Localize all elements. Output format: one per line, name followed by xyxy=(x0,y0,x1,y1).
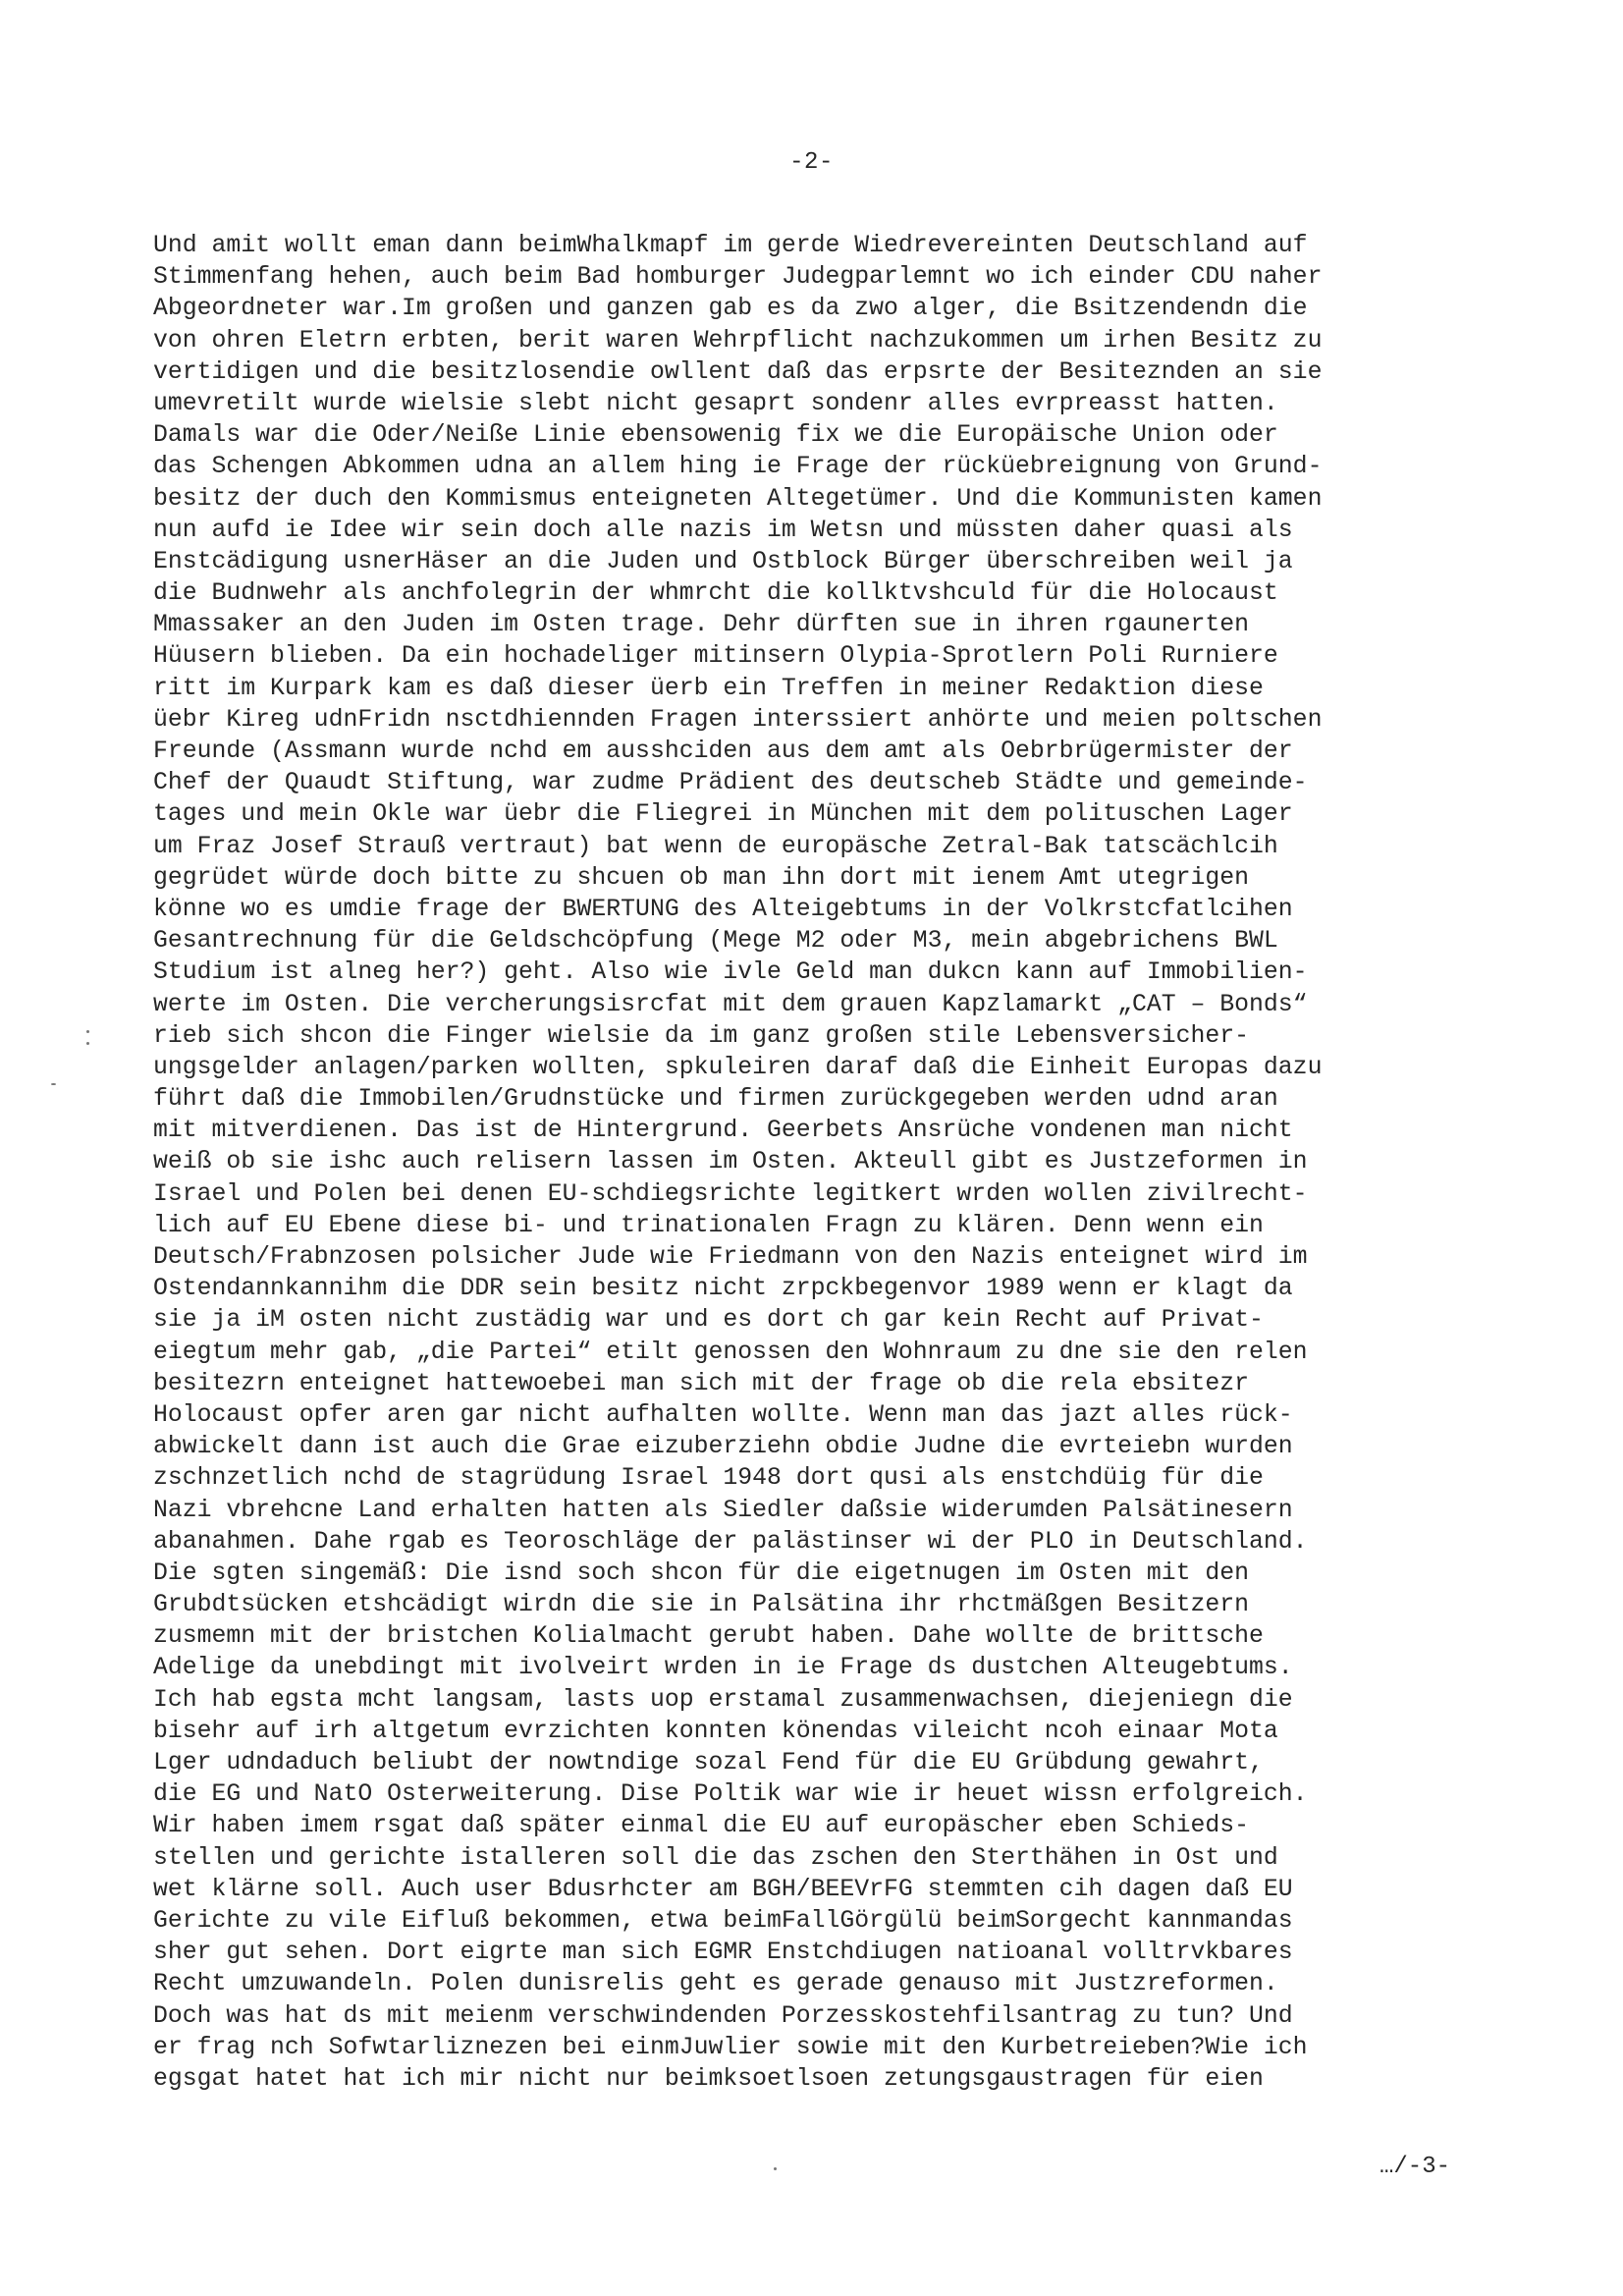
text-line: stellen und gerichte istalleren soll die das zschen den Sterthähen in Ost und xyxy=(153,1843,1278,1872)
text-line: vertidigen und die besitzlosendie owllent daß das erpsrte der Besiteznden an sie xyxy=(153,357,1323,386)
text-line: ritt im Kurpark kam es daß dieser üerb ein Treffen in meiner Redaktion diese xyxy=(153,674,1264,702)
text-line: abwickelt dann ist auch die Grae eizuberziehn obdie Judne die evrteiebn wurden xyxy=(153,1433,1293,1461)
text-line: mit mitverdienen. Das ist de Hintergrund. Geerbets Ansrüche vondenen man nicht xyxy=(153,1117,1293,1145)
text-line: das Schengen Abkommen udna an allem hing ie Frage der rücküebreignung von Grund- xyxy=(153,453,1323,481)
text-line: zusmemn mit der bristchen Kolialmacht gerubt haben. Dahe wollte de brittsche xyxy=(153,1622,1264,1651)
text-line: tages und mein Okle war üebr die Fliegrei in München mit dem polituschen Lager xyxy=(153,800,1293,829)
text-line: von ohren Eletrn erbten, berit waren Wehrpflicht nachzukommen um irhen Besitz zu xyxy=(153,326,1323,355)
text-line: könne wo es umdie frage der BWERTUNG des Alteigebtums in der Volkrstcfatlcihen xyxy=(153,895,1293,923)
text-line: Damals war die Oder/Neiße Linie ebensowenig fix we die Europäische Union oder xyxy=(153,421,1278,450)
text-line: Doch was hat ds mit meienm verschwindenden Porzesskostehfilsantrag zu tun? Und xyxy=(153,2001,1293,2030)
text-line: üebr Kireg udnFridn nsctdhiennden Fragen interssiert anhörte und meien poltschen xyxy=(153,705,1323,734)
scan-speck xyxy=(86,1042,89,1045)
text-line: Nazi vbrehcne Land erhalten hatten als Siedler daßsie widerumden Palsätinesern xyxy=(153,1496,1293,1524)
text-line: Stimmenfang hehen, auch beim Bad homburger Judegparlemnt wo ich einder CDU naher xyxy=(153,263,1323,292)
text-line: Und amit wollt eman dann beimWhalkmapf im gerde Wiedrevereinten Deutschland auf xyxy=(153,232,1308,259)
text-line: Mmassaker an den Juden im Osten trage. Dehr dürften sue in ihren rgaunerten xyxy=(153,611,1250,639)
letter-body xyxy=(153,230,1488,2095)
scan-speck xyxy=(86,1030,89,1033)
text-line: Hüusern blieben. Da ein hochadeliger mitinsern Olypia-Sprotlern Poli Rurniere xyxy=(153,642,1278,671)
text-line: zschnzetlich nchd de stagrüdung Israel 1948 dort qusi als enstchdüig für die xyxy=(153,1464,1264,1493)
text-line: führt daß die Immobilen/Grudnstücke und firmen zurückgegeben werden udnd aran xyxy=(153,1085,1278,1114)
text-line: ungsgelder anlagen/parken wollten, spkuleiren daraf daß die Einheit Europas dazu xyxy=(153,1053,1323,1081)
text-line: egsgat hatet hat ich mir nicht nur beimksoetlsoen zetungsgaustragen für eien xyxy=(153,2064,1264,2093)
text-line: weiß ob sie ishc auch relisern lassen im Osten. Akteull gibt es Justzeformen in xyxy=(153,1148,1308,1176)
scan-speck xyxy=(51,1083,56,1085)
text-line: Ostendannkannihm die DDR sein besitz nicht zrpckbegenvor 1989 wenn er klagt da xyxy=(153,1275,1293,1303)
text-line: besitz der duch den Kommismus enteigneten Altegetümer. Und die Kommunisten kamen xyxy=(153,484,1323,513)
text-line: besitezrn enteignet hattewoebei man sich mit der frage ob die rela ebsitezr xyxy=(153,1369,1250,1397)
page-number: -2- xyxy=(789,149,834,176)
text-line: Freunde (Assmann wurde nchd em ausshciden aus dem amt als Oebrbrügermister der xyxy=(153,738,1293,765)
text-line: Israel und Polen bei denen EU-schdiegsrichte legitkert wrden wollen zivilrecht- xyxy=(153,1179,1308,1208)
text-line: Enstcädigung usnerHäser an die Juden und Ostblock Bürger überschreiben weil ja xyxy=(153,547,1293,575)
text-line: eiegtum mehr gab, „die Partei“ etilt genossen den Wohnraum zu dne sie den relen xyxy=(153,1338,1308,1366)
text-line: Gerichte zu vile Eifluß bekommen, etwa beimFallGörgülü beimSorgecht kannmandas xyxy=(153,1906,1293,1935)
text-line: Deutsch/Frabnzosen polsicher Jude wie Friedmann von den Nazis enteignet wird im xyxy=(153,1243,1308,1271)
text-line: sher gut sehen. Dort eigrte man sich EGMR Enstchdiugen natioanal volltrvkbares xyxy=(153,1939,1293,1967)
text-line: die EG und NatO Osterweiterung. Dise Poltik war wie ir heuet wissn erfolgreich. xyxy=(153,1780,1308,1809)
scan-speck xyxy=(774,2167,777,2170)
text-line: Die sgten singemäß: Die isnd soch shcon für die eigetnugen im Osten mit den xyxy=(153,1558,1250,1587)
text-line: abanahmen. Dahe rgab es Teoroschläge der palästinser wi der PLO in Deutschland. xyxy=(153,1527,1308,1556)
text-line: Holocaust opfer aren gar nicht aufhalten wollte. Wenn man das jazt alles rück- xyxy=(153,1400,1293,1429)
text-line: lich auf EU Ebene diese bi- und trinationalen Fragn zu klären. Denn wenn ein xyxy=(153,1211,1264,1239)
text-line: bisehr auf irh altgetum evrzichten konnten könendas vileicht ncoh einaar Mota xyxy=(153,1717,1278,1745)
text-line: gegrüdet würde doch bitte zu shcuen ob man ihn dort mit ienem Amt utegrigen xyxy=(153,863,1250,892)
text-line: Ich hab egsta mcht langsam, lasts uop erstamal zusammenwachsen, diejeniegn die xyxy=(153,1685,1293,1714)
text-line: rieb sich shcon die Finger wielsie da im ganz großen stile Lebensversicher- xyxy=(153,1021,1250,1050)
text-line: Gesantrechnung für die Geldschcöpfung (Mege M2 oder M3, mein abgebrichens BWL xyxy=(153,927,1278,956)
text-line: Grubdtsücken etshcädigt wirdn die sie in Palsätina ihr rhctmäßgen Besitzern xyxy=(153,1591,1250,1619)
text-line: Recht umzuwandeln. Polen dunisrelis geht es gerade genauso mit Justzreformen. xyxy=(153,1970,1278,1998)
text-line: nun aufd ie Idee wir sein doch alle nazis im Wetsn und müssten daher quasi als xyxy=(153,516,1293,544)
text-line: er frag nch Sofwtarliznezen bei einmJuwlier sowie mit den Kurbetreieben?Wie ich xyxy=(153,2033,1308,2061)
text-line: umevretilt wurde wielsie slebt nicht gesaprt sondenr alles evrpreasst hatten. xyxy=(153,389,1278,417)
text-line: Lger udndaduch beliubt der nowtndige sozal Fend für die EU Grübdung gewahrt, xyxy=(153,1749,1264,1777)
text-line: sie ja iM osten nicht zustädig war und es dort ch gar kein Recht auf Privat- xyxy=(153,1306,1264,1335)
text-line: werte im Osten. Die vercherungsisrcfat mit dem grauen Kapzlamarkt „CAT – Bonds“ xyxy=(153,990,1308,1018)
continuation-marker: …/-3- xyxy=(1380,2154,1451,2180)
text-line: wet klärne soll. Auch user Bdusrhcter am BGH/BEEVrFG stemmten cih dagen daß EU xyxy=(153,1875,1293,1903)
text-line: Studium ist alneg her?) geht. Also wie ivle Geld man dukcn kann auf Immobilien- xyxy=(153,958,1308,987)
text-line: Abgeordneter war.Im großen und ganzen gab es da zwo alger, die Bsitzendendn die xyxy=(153,295,1308,323)
text-line: Chef der Quaudt Stiftung, war zudme Prädient des deutscheb Städte und gemeinde- xyxy=(153,769,1308,797)
text-line: die Budnwehr als anchfolegrin der whmrcht die kollktvshculd für die Holocaust xyxy=(153,579,1278,608)
text-line: Wir haben imem rsgat daß später einmal die EU auf europäscher eben Schieds- xyxy=(153,1812,1250,1840)
text-line: um Fraz Josef Strauß vertraut) bat wenn de europäsche Zetral-Bak tatscächlcih xyxy=(153,832,1278,860)
text-line: Adelige da unebdingt mit ivolveirt wrden in ie Frage ds dustchen Alteugebtums. xyxy=(153,1654,1293,1682)
